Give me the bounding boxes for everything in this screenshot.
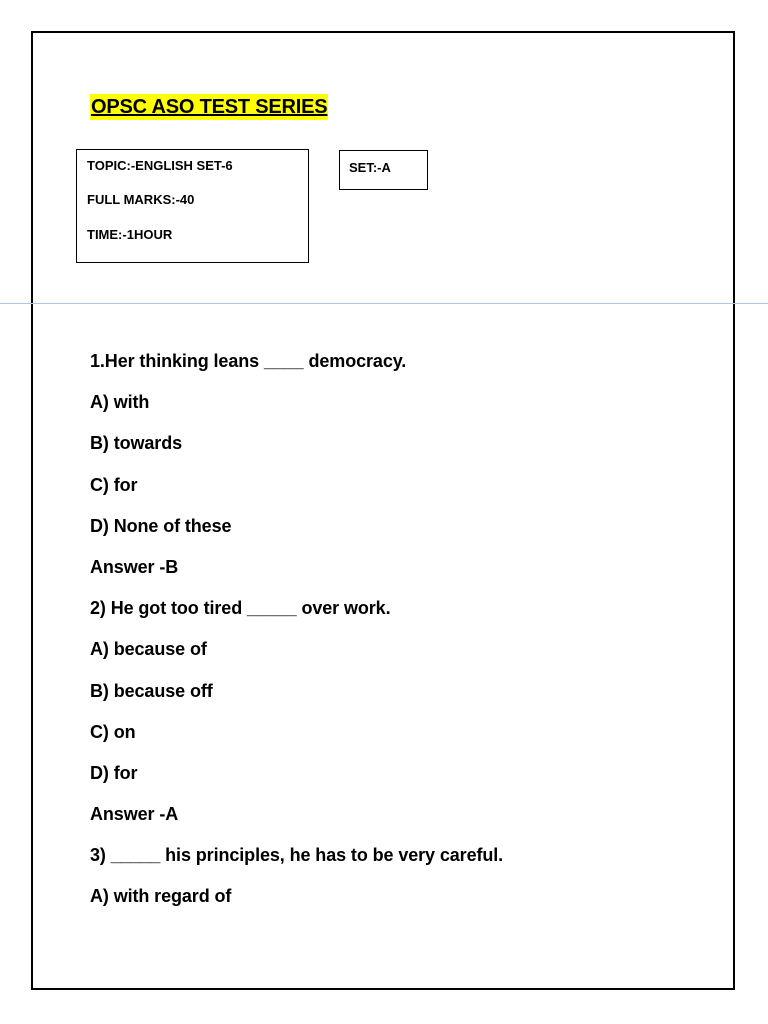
time-label: TIME:-1HOUR xyxy=(87,227,173,242)
info-box xyxy=(76,149,309,263)
question-3-text: 3) _____ his principles, he has to be very careful. xyxy=(90,845,504,866)
question-list xyxy=(90,347,503,924)
question-1-option-a: A) with xyxy=(90,392,150,413)
question-3-option-a: A) with regard of xyxy=(90,886,232,907)
question-1-option-d: D) None of these xyxy=(90,515,232,536)
question-1-answer: Answer -B xyxy=(90,556,179,577)
question-2-option-b: B) because off xyxy=(90,680,213,701)
question-2-answer: Answer -A xyxy=(90,804,179,825)
question-2-option-c: C) on xyxy=(90,721,136,742)
set-label: SET:-A xyxy=(349,160,391,175)
question-1-option-c: C) for xyxy=(90,474,138,495)
full-marks-label: FULL MARKS:-40 xyxy=(87,192,195,207)
question-2-option-d: D) for xyxy=(90,762,138,783)
set-box xyxy=(339,150,428,190)
page-divider xyxy=(0,303,768,304)
question-2-text: 2) He got too tired _____ over work. xyxy=(90,598,391,619)
question-2-option-a: A) because of xyxy=(90,639,207,660)
page-title: OPSC ASO TEST SERIES xyxy=(91,96,328,118)
topic-label: TOPIC:-ENGLISH SET-6 xyxy=(87,158,233,173)
question-1-option-b: B) towards xyxy=(90,433,183,454)
question-1-text: 1.Her thinking leans ____ democracy. xyxy=(90,351,407,371)
